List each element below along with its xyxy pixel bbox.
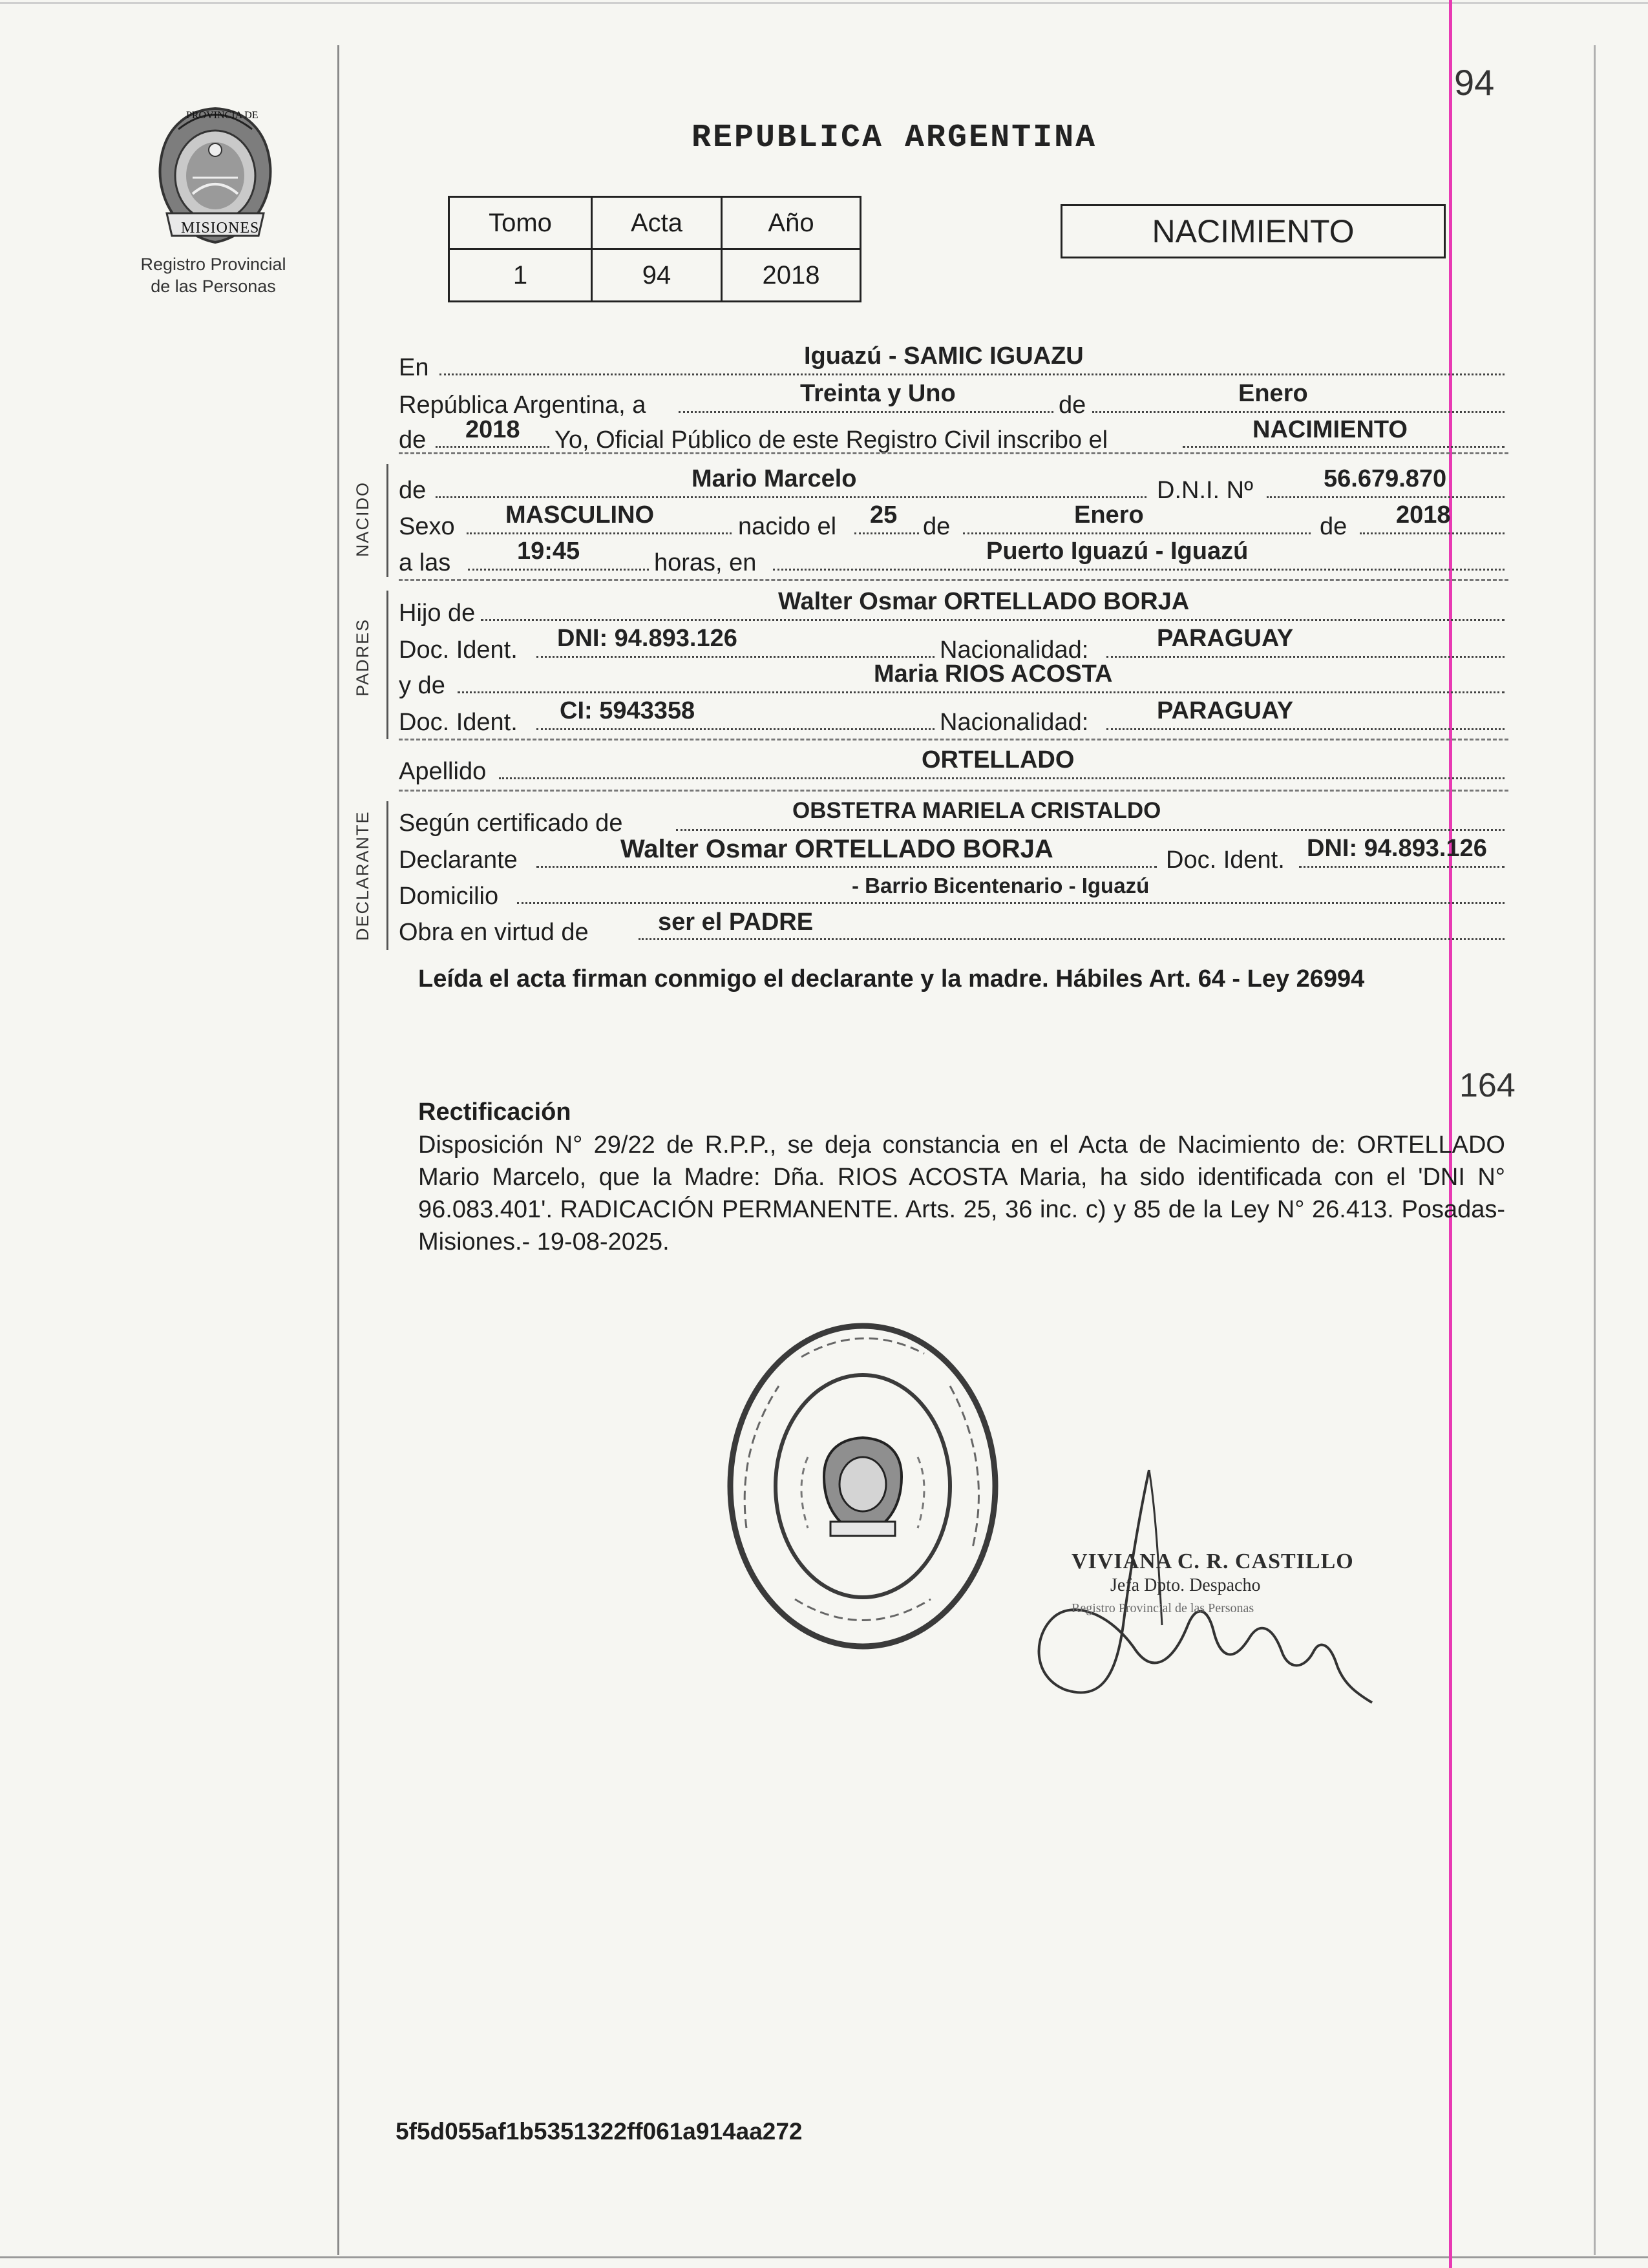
declarant-address: - Barrio Bicentenario - Iguazú [852, 874, 1150, 898]
logo-text-bottom: MISIONES [181, 220, 260, 236]
nacido-de-label: de [399, 477, 427, 504]
birth-year-line [1360, 532, 1505, 534]
provincial-seal-logo [147, 103, 283, 249]
child-dni: 56.679.870 [1324, 465, 1447, 492]
nacido-de-label-2: de [923, 513, 951, 540]
padres-bracket [386, 591, 388, 739]
child-dni-line [1267, 496, 1505, 498]
header-acta: Acta [592, 197, 722, 249]
nacido-section-label: NACIDO [353, 481, 372, 557]
record-type-box: NACIMIENTO [1061, 204, 1446, 258]
registration-year: 2018 [465, 416, 520, 443]
child-sex: MASCULINO [505, 501, 655, 529]
apellido-value: ORTELLADO [922, 746, 1075, 773]
father-doc: DNI: 94.893.126 [557, 625, 737, 652]
registration-month: Enero [1238, 380, 1308, 407]
value-tomo: 1 [449, 249, 592, 302]
en-label: En [399, 354, 429, 381]
separator-padres [399, 739, 1508, 740]
separator-intro [399, 452, 1508, 454]
sexo-label: Sexo [399, 513, 455, 540]
event-type: NACIMIENTO [1252, 416, 1408, 443]
birth-year: 2018 [1396, 501, 1451, 529]
year-line [436, 446, 549, 448]
declarant-doc-label: Doc. Ident. [1166, 846, 1285, 874]
logo-text-top: PROVINCIA DE [186, 110, 259, 121]
scan-top-edge [0, 2, 1648, 4]
registry-name-line1: Registro Provincial [140, 255, 286, 274]
mother-nationality-line [1106, 728, 1505, 730]
father-nationality: PARAGUAY [1157, 625, 1294, 652]
separator-nacido [399, 579, 1508, 581]
rectification-body: Disposición N° 29/22 de R.P.P., se deja constancia en el Acta de Nacimiento de: ORTELLADO Mario Marcelo, que la Madre: Dña. RIOS ACOSTA Maria, ha sido identificada con el 'DNI N° 96.083.401'. RADICACIÓN PERMANENTE. Arts. 25, 36 inc. c) y 85 de la Ley N° 26.413. Posadas- Misiones.- 19-08-2025. [418, 1131, 1505, 1255]
header-ano: Año [722, 197, 861, 249]
separator-apellido [399, 790, 1508, 792]
declarant-doc: DNI: 94.893.126 [1307, 835, 1487, 862]
record-index-table [448, 196, 861, 302]
father-nationality-line [1106, 656, 1505, 658]
father-name: Walter Osmar ORTELLADO BORJA [778, 588, 1190, 615]
domicilio-label: Domicilio [399, 883, 499, 910]
event-line [1183, 446, 1505, 448]
nacido-de-label-3: de [1320, 513, 1347, 540]
birth-day-line [854, 532, 919, 534]
apellido-line [499, 777, 1505, 779]
signature [1026, 1457, 1388, 1728]
day-line [679, 411, 1053, 413]
a-las-label: a las [399, 549, 451, 576]
hijo-label: Hijo de [399, 600, 476, 627]
father-doc-line [536, 656, 935, 658]
nacido-el-label: nacido el [738, 513, 837, 540]
capacity-line [639, 938, 1505, 940]
apellido-label: Apellido [399, 758, 487, 785]
child-name: Mario Marcelo [692, 465, 857, 492]
padres-section-label: PADRES [353, 618, 372, 697]
father-doc-label: Doc. Ident. [399, 636, 518, 664]
officer-text: Yo, Oficial Público de este Registro Civil inscribo el [555, 426, 1108, 454]
value-ano: 2018 [722, 249, 861, 302]
father-nationality-label: Nacionalidad: [940, 636, 1089, 664]
scan-bottom-edge [0, 2256, 1648, 2258]
declarante-section-label: DECLARANTE [353, 810, 372, 941]
mother-doc-label: Doc. Ident. [399, 709, 518, 736]
father-name-line [481, 619, 1505, 621]
registration-day: Treinta y Uno [800, 380, 956, 407]
mother-doc: CI: 5943358 [560, 697, 695, 724]
rectification-title: Rectificación [418, 1098, 571, 1126]
certificate-issuer: OBSTETRA MARIELA CRISTALDO [792, 798, 1161, 823]
margin-number: 164 [1459, 1067, 1516, 1104]
child-name-line [436, 496, 1146, 498]
page-number: 94 [1454, 62, 1495, 103]
official-stamp [717, 1315, 1008, 1657]
registry-name-line2: de las Personas [151, 277, 276, 296]
declarant-name: Walter Osmar ORTELLADO BORJA [620, 835, 1053, 863]
address-line [517, 902, 1505, 904]
declarante-label: Declarante [399, 846, 518, 874]
horas-label: horas, en [654, 549, 757, 576]
mother-nationality: PARAGUAY [1157, 697, 1294, 724]
mother-doc-line [536, 728, 935, 730]
birth-month-line [963, 532, 1311, 534]
signatory-position: Jefa Dpto. Despacho [1110, 1575, 1261, 1595]
birth-day: 25 [870, 501, 898, 529]
document-hash: 5f5d055af1b5351322ff061a914aa272 [396, 2118, 803, 2145]
birth-time: 19:45 [517, 538, 580, 565]
month-line [1092, 411, 1505, 413]
header-tomo: Tomo [449, 197, 592, 249]
obra-label: Obra en virtud de [399, 919, 589, 946]
declarante-bracket [386, 801, 388, 950]
declarant-doc-line [1299, 866, 1505, 868]
de-label-2: de [399, 426, 427, 454]
nacido-bracket [386, 464, 388, 577]
page-title: REPUBLICA ARGENTINA [692, 120, 1097, 156]
birth-place: Puerto Iguazú - Iguazú [986, 538, 1249, 565]
registration-place: Iguazú - SAMIC IGUAZU [804, 342, 1084, 370]
declarant-name-line [536, 866, 1157, 868]
de-label: de [1059, 392, 1086, 419]
left-margin-line [337, 45, 339, 2255]
closing-statement: Leída el acta firman conmigo el declarante y la madre. Hábiles Art. 64 - Ley 26994 [418, 965, 1365, 992]
mother-name-line [458, 691, 1505, 693]
birth-time-line [468, 569, 649, 571]
signatory-office: Registro Provincial de las Personas [1072, 1601, 1254, 1615]
signatory-name: VIVIANA C. R. CASTILLO [1072, 1549, 1354, 1573]
value-acta: 94 [592, 249, 722, 302]
right-margin-line [1594, 45, 1596, 2255]
sex-line [467, 532, 732, 534]
certificate-line [676, 829, 1505, 831]
birth-month: Enero [1074, 501, 1144, 529]
registry-name [116, 253, 310, 297]
place-line [439, 373, 1505, 375]
y-de-label: y de [399, 672, 445, 699]
declarant-capacity: ser el PADRE [658, 908, 814, 936]
dni-label: D.N.I. Nº [1157, 477, 1253, 504]
certificado-label: Según certificado de [399, 810, 623, 837]
birth-place-line [773, 569, 1505, 571]
mother-nationality-label: Nacionalidad: [940, 709, 1089, 736]
republica-label: República Argentina, a [399, 392, 646, 419]
mother-name: Maria RIOS ACOSTA [874, 660, 1113, 688]
